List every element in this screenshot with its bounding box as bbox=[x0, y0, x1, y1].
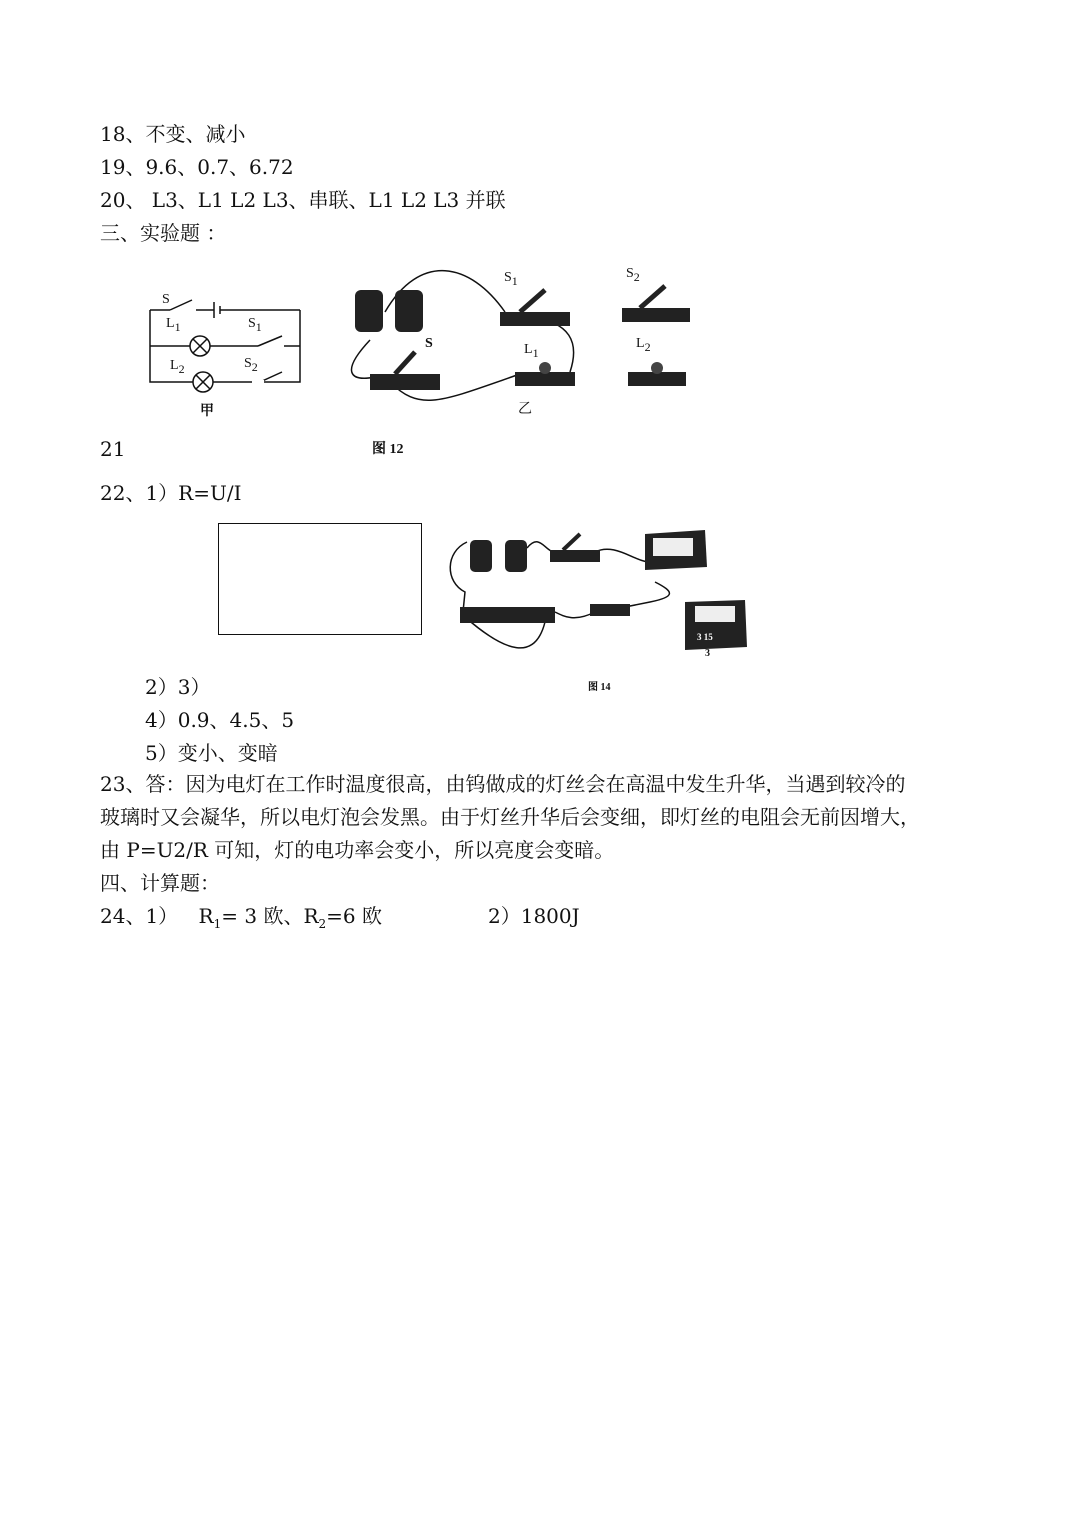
caption-figure-14: 图 14 bbox=[588, 682, 611, 693]
label-l2-yi: $L_2$ bbox=[636, 336, 651, 354]
voltmeter-scale: 3 15 bbox=[697, 632, 713, 642]
answer-24-part2: 2）1800J bbox=[488, 904, 580, 928]
section-calculation-heading: 四、计算题： bbox=[100, 871, 220, 895]
answer-23-line3: 由 P=U2/R 可知，灯的电功率会变小，所以亮度会变暗。 bbox=[100, 838, 615, 862]
answer-24-prefix: 24、1） bbox=[100, 904, 179, 928]
answer-24 bbox=[100, 903, 382, 937]
answer-23-line1: 23、答：因为电灯在工作时温度很高，由钨做成的灯丝会在高温中发生升华，当遇到较冷的 bbox=[100, 772, 906, 796]
figure-12 bbox=[140, 262, 710, 462]
voltmeter-label: 3 bbox=[705, 648, 710, 659]
answer-21: 21 bbox=[100, 437, 126, 461]
figure-14 bbox=[445, 522, 755, 692]
answer-18: 18、不变、减小 bbox=[100, 122, 246, 146]
answer-23-line2: 玻璃时又会凝华，所以电灯泡会发黑。由于灯丝升华后会变细，即灯丝的电阻会无前因增大， bbox=[100, 805, 920, 829]
label-s1-yi: $S_1$ bbox=[504, 270, 518, 288]
answer-24-r2: $R_2=6$ 欧 bbox=[303, 904, 382, 931]
answer-24-r1: $R_1= 3$ 欧、 bbox=[198, 904, 304, 931]
circuit-diagram-figure-12 bbox=[140, 262, 710, 462]
label-l2-jia: $L_2$ bbox=[170, 358, 185, 376]
answer-22-part2-3: 2）3） bbox=[145, 675, 211, 699]
label-s-yi: S bbox=[425, 336, 433, 351]
answer-19: 19、9.6、0.7、6.72 bbox=[100, 155, 294, 179]
label-l1-jia: $L_1$ bbox=[166, 316, 181, 334]
answer-22-part1: 22、1）R=U/I bbox=[100, 481, 242, 505]
label-jia: 甲 bbox=[200, 404, 214, 419]
label-s1-jia: $S_1$ bbox=[248, 316, 262, 334]
answer-22-part5: 5）变小、变暗 bbox=[145, 741, 278, 765]
answer-22-part4: 4）0.9、4.5、5 bbox=[145, 708, 295, 732]
section-experiment-heading: 三、实验题 ： bbox=[100, 221, 227, 245]
answer-20: 20、 L3、L1 L2 L3、串联、L1 L2 L3 并联 bbox=[100, 188, 506, 212]
label-l1-yi: $L_1$ bbox=[524, 342, 539, 360]
label-s2-jia: $S_2$ bbox=[244, 356, 258, 374]
caption-figure-12: 图 12 bbox=[372, 442, 404, 457]
schematic-jia bbox=[150, 300, 300, 392]
circuit-drawing-box bbox=[218, 523, 422, 635]
label-s-jia: S bbox=[162, 292, 170, 307]
label-s2-yi: $S_2$ bbox=[626, 266, 640, 284]
label-yi: 乙 bbox=[518, 402, 532, 417]
